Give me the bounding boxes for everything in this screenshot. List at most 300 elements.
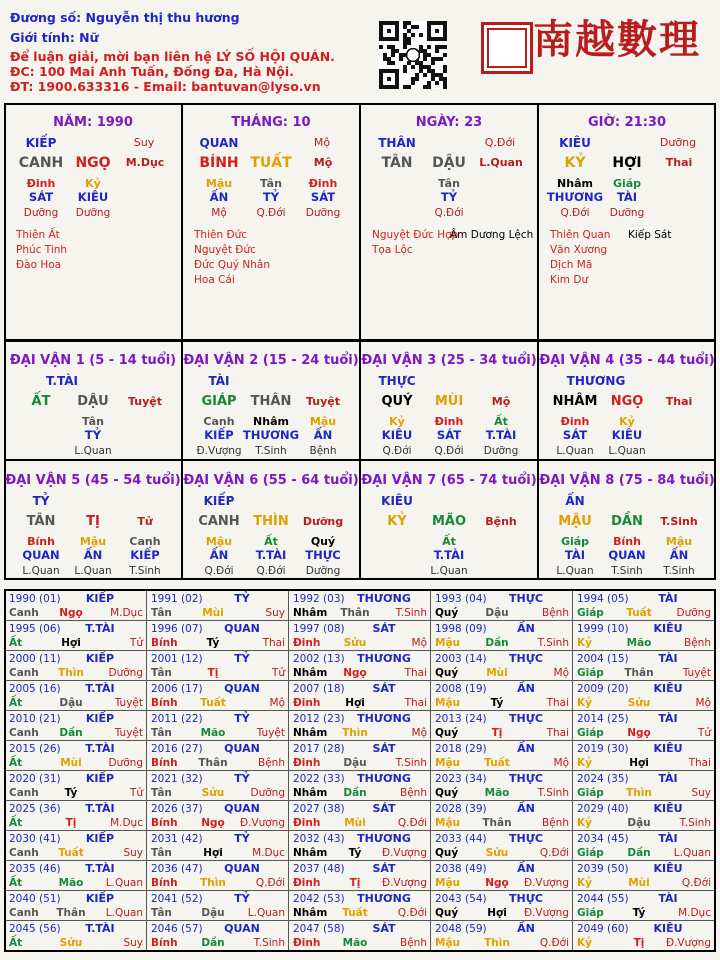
year-stem: Canh	[9, 667, 39, 679]
year-label: 1999 (10)	[577, 623, 629, 635]
decade-title: ĐẠI VẬN 4 (35 - 44 tuổi)	[539, 353, 715, 368]
year-god: TỶ	[234, 832, 250, 845]
pillar-2	[182, 103, 360, 341]
year-branch: Mão	[626, 637, 652, 649]
decade-main-star: TÀI	[208, 374, 230, 388]
year-god: TỶ	[234, 592, 250, 605]
year-god: QUAN	[224, 742, 260, 755]
contact-address: ĐC: 100 Mai Anh Tuấn, Đống Đa, Hà Nội.	[10, 64, 294, 79]
year-god: THƯƠNG	[357, 832, 411, 845]
year-label: 2048 (59)	[435, 923, 487, 935]
year-branch: Hợi	[203, 847, 223, 859]
year-branch: Hợi	[629, 757, 649, 769]
year-stage: Đ.Vượng	[381, 877, 427, 889]
decade-stem: MẬU	[558, 514, 592, 529]
year-stage: Dưỡng	[250, 787, 285, 799]
year-branch: Hợi	[61, 637, 81, 649]
hidden-stage: Q.Đới	[382, 445, 412, 457]
annual-luck-frame	[4, 589, 716, 952]
year-stem: Đinh	[293, 637, 321, 649]
year-stage: Mộ	[695, 697, 711, 709]
pillar-title: THÁNG: 10	[231, 115, 311, 130]
hidden-god: TỶ	[440, 190, 458, 204]
decade-main-star: TỶ	[32, 494, 50, 508]
year-label: 2040 (51)	[9, 893, 61, 905]
decade-stem: GIÁP	[201, 394, 237, 409]
year-branch: Mùi	[628, 877, 650, 889]
decade-branch: THÂN	[250, 394, 292, 409]
year-branch: Dần	[627, 847, 651, 859]
year-label: 2049 (60)	[577, 923, 629, 935]
year-god: SÁT	[372, 682, 396, 695]
year-stem: Đinh	[293, 697, 321, 709]
decade-title: ĐẠI VẬN 1 (5 - 14 tuổi)	[9, 353, 177, 368]
year-god: TỶ	[234, 772, 250, 785]
year-branch: Dậu	[627, 817, 651, 829]
year-stem: Bính	[151, 697, 178, 709]
year-stem: Canh	[9, 907, 39, 919]
year-branch: Tị	[491, 727, 503, 739]
hidden-stage: T.Sinh	[255, 445, 287, 457]
year-stage: Bệnh	[684, 637, 711, 649]
year-stage: Dưỡng	[676, 607, 711, 619]
decade-stage: Thai	[665, 395, 693, 408]
pillar-stage: Suy	[133, 136, 155, 149]
decade-stem: CANH	[198, 514, 240, 529]
hidden-stage: Q.Đới	[256, 565, 286, 577]
pillar-stage: Dưỡng	[659, 136, 697, 149]
year-god: THỰC	[509, 652, 543, 665]
year-label: 2034 (45)	[577, 833, 629, 845]
year-branch: Tuất	[58, 847, 84, 859]
decade-title: ĐẠI VẬN 2 (15 - 24 tuổi)	[183, 353, 359, 368]
year-branch: Sửu	[343, 637, 367, 649]
year-stage: Thai	[546, 727, 569, 739]
year-label: 2036 (47)	[151, 863, 203, 875]
pillar-stage: Q.Đới	[484, 136, 516, 149]
year-stem: Mậu	[435, 937, 461, 949]
year-god: THƯƠNG	[357, 892, 411, 905]
year-branch: Mão	[200, 727, 226, 739]
year-stem: Đinh	[293, 757, 321, 769]
hidden-god: THƯƠNG	[242, 428, 300, 442]
year-stem: Kỷ	[577, 637, 592, 649]
decade-main-star: T.TÀI	[46, 374, 78, 388]
special-star: Kim Dư	[550, 274, 589, 286]
year-god: TỶ	[234, 712, 250, 725]
hidden-stem: Mậu	[205, 535, 233, 548]
year-stage: Tử	[129, 787, 143, 799]
pillar-stem: KỶ	[564, 155, 586, 171]
year-stage: M.Dục	[252, 847, 285, 859]
year-label: 2000 (11)	[9, 653, 61, 665]
year-stem: Tân	[151, 667, 172, 679]
hidden-stage: L.Quan	[556, 445, 594, 457]
year-branch: Sửu	[59, 937, 83, 949]
year-branch: Tị	[207, 667, 219, 679]
year-god: TÀI	[658, 892, 678, 905]
year-branch: Mùi	[202, 607, 224, 619]
hidden-god: ẤN	[83, 548, 103, 562]
hidden-stage: Bệnh	[309, 445, 337, 457]
year-stem: Nhâm	[293, 907, 328, 919]
year-label: 2025 (36)	[9, 803, 61, 815]
year-stem: Kỷ	[577, 817, 592, 829]
pillar-branch-stage: Mộ	[313, 156, 333, 169]
year-label: 1997 (08)	[293, 623, 345, 635]
year-stem: Bính	[151, 937, 178, 949]
year-god: KIÊU	[653, 742, 683, 755]
year-branch: Tý	[348, 847, 362, 859]
year-branch: Sửu	[201, 787, 225, 799]
decade-stem: KỶ	[387, 514, 407, 529]
year-god: T.TÀI	[85, 682, 115, 695]
owner-name: Đương số: Nguyễn thị thu hương	[10, 10, 240, 25]
year-god: QUAN	[224, 622, 260, 635]
year-label: 2003 (14)	[435, 653, 487, 665]
hidden-stem: Canh	[129, 535, 161, 548]
year-stem: Ất	[9, 817, 23, 829]
year-stage: Thai	[546, 697, 569, 709]
year-god: KIẾP	[85, 652, 115, 665]
year-label: 2032 (43)	[293, 833, 345, 845]
year-branch: Ngọ	[201, 817, 225, 829]
hidden-stage: Dưỡng	[483, 445, 519, 457]
year-stage: Bệnh	[400, 787, 427, 799]
year-stem: Ất	[9, 757, 23, 769]
year-god: KIẾP	[85, 712, 115, 725]
year-god: TÀI	[658, 772, 678, 785]
decade-luck-7	[360, 460, 538, 580]
year-stem: Mậu	[435, 757, 461, 769]
hidden-stem: Giáp	[560, 535, 590, 548]
hidden-god: KIẾP	[204, 428, 234, 442]
year-label: 1993 (04)	[435, 593, 487, 605]
year-god: TÀI	[658, 652, 678, 665]
year-branch: Mùi	[60, 757, 82, 769]
year-stage: Dưỡng	[108, 667, 143, 679]
year-branch: Sửu	[627, 697, 651, 709]
year-stem: Giáp	[577, 787, 604, 799]
year-stage: M.Dục	[110, 817, 143, 829]
special-star: Thiên Ất	[16, 229, 60, 241]
year-god: T.TÀI	[85, 622, 115, 635]
year-stem: Bính	[151, 637, 178, 649]
year-god: SÁT	[372, 922, 396, 935]
year-stage: Tử	[697, 727, 711, 739]
year-stem: Quý	[435, 607, 459, 619]
year-label: 2013 (24)	[435, 713, 487, 725]
year-stem: Bính	[151, 817, 178, 829]
special-star: Âm Dương Lệch	[450, 229, 534, 241]
year-label: 2030 (41)	[9, 833, 61, 845]
year-stage: Mộ	[411, 727, 427, 739]
year-stage: T.Sinh	[537, 787, 569, 799]
decade-branch: MÙI	[434, 394, 464, 409]
decade-luck-5	[4, 460, 182, 580]
year-stem: Đinh	[293, 817, 321, 829]
year-branch: Tý	[632, 907, 646, 919]
hidden-stage: Dưỡng	[75, 207, 111, 219]
special-star: Văn Xương	[550, 244, 608, 256]
year-branch: Tị	[349, 877, 361, 889]
year-branch: Mão	[58, 877, 84, 889]
special-star: Phúc Tinh	[16, 244, 68, 256]
year-stage: Q.Đới	[539, 937, 569, 949]
year-label: 2022 (33)	[293, 773, 345, 785]
year-god: TỶ	[234, 892, 250, 905]
hidden-stem: Kỷ	[389, 415, 405, 428]
year-stage: L.Quan	[673, 847, 711, 859]
year-branch: Dậu	[59, 697, 83, 709]
decade-branch: DẬU	[77, 394, 109, 409]
year-god: KIÊU	[653, 802, 683, 815]
decade-stage: T.Sinh	[660, 515, 698, 528]
year-branch: Tý	[64, 787, 78, 799]
brand-logo-text: 南越數理	[533, 16, 701, 63]
year-branch: Thân	[482, 817, 512, 829]
year-stem: Giáp	[577, 727, 604, 739]
year-label: 1994 (05)	[577, 593, 629, 605]
hidden-god: ẤN	[313, 428, 333, 442]
year-label: 1998 (09)	[435, 623, 487, 635]
year-stage: Thai	[688, 757, 711, 769]
hidden-god: SÁT	[310, 190, 336, 204]
year-stage: Q.Đới	[255, 877, 285, 889]
hidden-stem: Mậu	[205, 177, 233, 190]
special-star: Thiên Đức	[194, 229, 248, 241]
year-stem: Kỷ	[577, 697, 592, 709]
year-god: SÁT	[372, 862, 396, 875]
decade-title: ĐẠI VẬN 6 (55 - 64 tuổi)	[183, 473, 359, 488]
year-stage: Thai	[404, 697, 427, 709]
hidden-god: ẤN	[209, 190, 229, 204]
year-branch: Tuất	[200, 697, 226, 709]
year-god: QUAN	[224, 922, 260, 935]
hidden-stem: Mậu	[309, 415, 337, 428]
pillar-stem: TÂN	[381, 155, 413, 171]
hidden-god: SÁT	[562, 428, 588, 442]
year-stage: Mộ	[553, 757, 569, 769]
year-branch: Thìn	[626, 787, 652, 799]
year-god: THƯƠNG	[357, 592, 411, 605]
year-stage: Đ.Vượng	[665, 937, 711, 949]
special-star: Kiếp Sát	[628, 229, 672, 241]
decade-stage: Dưỡng	[302, 515, 344, 528]
year-stem: Đinh	[293, 937, 321, 949]
year-god: QUAN	[224, 802, 260, 815]
year-stage: T.Sinh	[537, 637, 569, 649]
year-label: 2037 (48)	[293, 863, 345, 875]
year-god: T.TÀI	[85, 922, 115, 935]
year-branch: Thìn	[58, 667, 84, 679]
year-label: 2020 (31)	[9, 773, 61, 785]
year-stage: Thai	[262, 637, 285, 649]
year-label: 2002 (13)	[293, 653, 345, 665]
hidden-stage: L.Quan	[608, 445, 646, 457]
year-stage: Q.Đới	[397, 817, 427, 829]
hidden-stem: Ất	[494, 415, 508, 428]
hidden-stage: Q.Đới	[560, 207, 590, 219]
pillar-branch: HỢI	[612, 155, 642, 171]
pillar-main-star: KIÊU	[559, 136, 591, 150]
year-stem: Canh	[9, 727, 39, 739]
decade-stage: Bệnh	[485, 515, 517, 528]
year-branch: Dần	[59, 727, 83, 739]
year-stem: Bính	[151, 757, 178, 769]
decade-stem: ẤT	[31, 394, 51, 409]
decade-branch: MÃO	[431, 514, 467, 529]
year-god: KIÊU	[653, 922, 683, 935]
decade-luck-1	[4, 340, 182, 460]
pillar-branch-stage: L.Quan	[479, 156, 523, 169]
decade-branch: DẦN	[611, 514, 643, 529]
hidden-stem: Mậu	[665, 535, 693, 548]
year-stage: Tử	[271, 667, 285, 679]
year-stem: Canh	[9, 607, 39, 619]
year-stage: Đ.Vượng	[523, 877, 569, 889]
qr-code-icon	[379, 21, 447, 89]
year-god: SÁT	[372, 622, 396, 635]
hidden-stage: Mộ	[211, 207, 227, 219]
year-label: 2012 (23)	[293, 713, 345, 725]
year-label: 2001 (12)	[151, 653, 203, 665]
hidden-stem: Đinh	[560, 415, 590, 428]
year-branch: Thân	[624, 667, 654, 679]
year-stem: Kỷ	[577, 757, 592, 769]
hidden-god: ẤN	[669, 548, 689, 562]
decade-stem: QUÝ	[381, 394, 413, 409]
special-star: Đức Quý Nhân	[194, 259, 270, 271]
year-stem: Tân	[151, 727, 172, 739]
decade-branch: NGỌ	[610, 394, 644, 409]
year-branch: Tý	[490, 697, 504, 709]
hidden-stage: Dưỡng	[305, 565, 341, 577]
year-stage: Q.Đới	[397, 907, 427, 919]
year-god: THƯƠNG	[357, 652, 411, 665]
hidden-god: TÀI	[616, 190, 638, 204]
year-stage: Tuyệt	[114, 727, 143, 739]
hidden-god: T.TÀI	[433, 548, 465, 562]
year-stem: Kỷ	[577, 877, 592, 889]
year-label: 2005 (16)	[9, 683, 61, 695]
year-stem: Quý	[435, 667, 459, 679]
year-label: 2016 (27)	[151, 743, 203, 755]
year-stage: T.Sinh	[395, 757, 427, 769]
hidden-stage: T.Sinh	[663, 565, 695, 577]
year-stage: Mộ	[411, 637, 427, 649]
hidden-stage: Dưỡng	[305, 207, 341, 219]
year-stem: Giáp	[577, 607, 604, 619]
year-stage: Suy	[265, 607, 285, 619]
year-branch: Mùi	[486, 667, 508, 679]
special-star: Dịch Mã	[550, 259, 593, 271]
year-stem: Giáp	[577, 847, 604, 859]
year-branch: Dậu	[201, 907, 225, 919]
year-stem: Canh	[9, 847, 39, 859]
year-stage: T.Sinh	[253, 937, 285, 949]
year-branch: Tuất	[484, 757, 510, 769]
hidden-stem: Giáp	[612, 177, 642, 190]
year-branch: Tị	[65, 817, 77, 829]
decade-main-star: ẤN	[565, 494, 585, 508]
hidden-stem: Kỷ	[619, 415, 635, 428]
year-branch: Tuất	[626, 607, 652, 619]
hidden-stage: Đ.Vượng	[196, 445, 242, 457]
special-star: Nguyệt Đức Hợp	[372, 229, 459, 241]
year-god: KIẾP	[85, 832, 115, 845]
hidden-stage: L.Quan	[430, 565, 468, 577]
year-stem: Nhâm	[293, 607, 328, 619]
year-branch: Mùi	[344, 817, 366, 829]
year-label: 1996 (07)	[151, 623, 203, 635]
year-label: 2047 (58)	[293, 923, 345, 935]
year-stage: L.Quan	[105, 877, 143, 889]
decade-branch: THÌN	[253, 514, 289, 529]
year-god: SÁT	[372, 742, 396, 755]
year-stage: Tuyệt	[256, 727, 285, 739]
pillar-1	[4, 103, 182, 341]
year-branch: Tuất	[342, 907, 368, 919]
year-god: KIÊU	[653, 862, 683, 875]
special-star: Nguyệt Đức	[194, 244, 256, 256]
hidden-stage: Dưỡng	[23, 207, 59, 219]
year-label: 2018 (29)	[435, 743, 487, 755]
hidden-god: TỶ	[84, 428, 102, 442]
year-stem: Ất	[9, 877, 23, 889]
year-label: 2011 (22)	[151, 713, 203, 725]
hidden-god: QUAN	[608, 548, 646, 562]
year-stem: Tân	[151, 787, 172, 799]
hidden-stem: Đinh	[434, 415, 464, 428]
year-branch: Thân	[56, 907, 86, 919]
year-stage: M.Dục	[110, 607, 143, 619]
decade-luck-2	[182, 340, 360, 460]
contact-phone-email: ĐT: 1900.633316 - Email: bantuvan@lyso.vn	[10, 79, 321, 94]
year-god: THƯƠNG	[357, 712, 411, 725]
decade-stage: Tuyệt	[305, 395, 341, 408]
year-label: 2028 (39)	[435, 803, 487, 815]
hidden-stem: Bính	[613, 535, 641, 548]
pillar-main-star: THÂN	[378, 136, 416, 150]
decade-luck-6	[182, 460, 360, 580]
decade-main-star: KIẾP	[203, 494, 235, 508]
hidden-stage: Q.Đới	[256, 207, 286, 219]
year-god: T.TÀI	[85, 802, 115, 815]
year-stage: Đ.Vượng	[523, 907, 569, 919]
year-label: 2017 (28)	[293, 743, 345, 755]
year-branch: Dậu	[343, 757, 367, 769]
pillar-branch: NGỌ	[75, 155, 111, 171]
pillar-stem: BÍNH	[199, 155, 239, 171]
hidden-stem: Kỷ	[85, 177, 101, 190]
year-branch: Thìn	[484, 937, 510, 949]
year-branch: Sửu	[485, 847, 509, 859]
hidden-god: T.TÀI	[255, 548, 287, 562]
decade-stem: TÂN	[26, 514, 56, 529]
year-stem: Mậu	[435, 877, 461, 889]
decade-stage: Tuyệt	[127, 395, 163, 408]
year-god: KIẾP	[85, 772, 115, 785]
year-stem: Tân	[151, 907, 172, 919]
year-stem: Quý	[435, 847, 459, 859]
year-label: 2046 (57)	[151, 923, 203, 935]
decade-title: ĐẠI VẬN 3 (25 - 34 tuổi)	[361, 353, 537, 368]
year-stage: Dưỡng	[108, 757, 143, 769]
year-stage: Bệnh	[400, 937, 427, 949]
hidden-stem: Nhâm	[253, 415, 289, 428]
year-label: 2015 (26)	[9, 743, 61, 755]
